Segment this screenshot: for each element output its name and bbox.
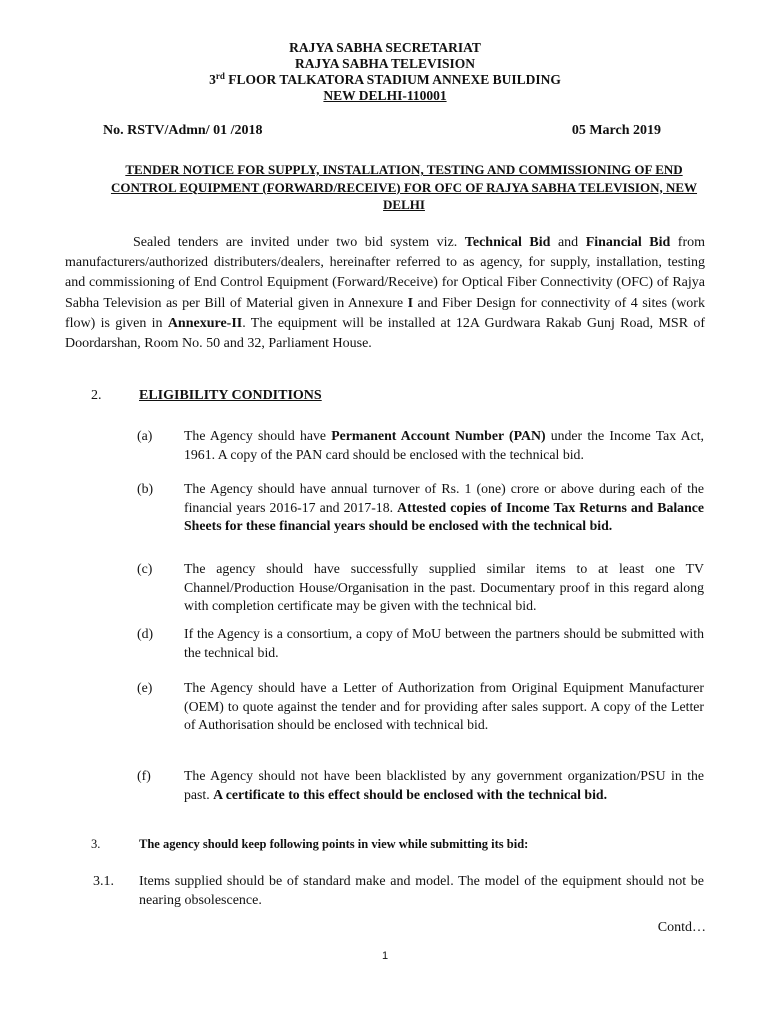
intro-bold-financial-bid: Financial Bid <box>585 235 671 250</box>
eligibility-item-e <box>137 679 704 735</box>
reference-line <box>103 123 661 139</box>
item-label: (e) <box>137 680 153 695</box>
item-text: under the Income Tax Act, 1961. A copy of the PAN card should be enclosed with the technical bid. <box>184 428 705 462</box>
page-number: 1 <box>381 950 389 962</box>
item-text: The Agency should have <box>184 428 332 443</box>
header-city: NEW DELHI-110001 <box>323 88 447 103</box>
header-address <box>0 72 770 88</box>
item-text: If the Agency is a consortium, a copy of MoU between the partners should be submitted with the technical bid. <box>184 626 704 660</box>
section-2-title: ELIGIBILITY CONDITIONS <box>139 388 322 403</box>
continued-label: Contd… <box>657 920 706 935</box>
header-building: FLOOR TALKATORA STADIUM ANNEXE BUILDING <box>224 72 561 87</box>
section-3-number: 3. <box>91 837 101 851</box>
intro-paragraph <box>65 233 705 354</box>
intro-bold-annexure-i: I <box>407 295 414 311</box>
item-label: (f) <box>137 768 151 783</box>
point-3-1 <box>93 872 704 910</box>
item-text: The Agency should not have been blacklisted by any government organization/PSU in the past. <box>184 768 704 802</box>
item-bold-text: A certificate to this effect should be enclosed with the technical bid. <box>213 786 608 802</box>
reference-number: No. RSTV/Admn/ 01 /2018 <box>103 123 263 138</box>
item-bold-text: Attested copies of Income Tax Returns and Balance Sheets for these financial years should be enclosed with the technical bid. <box>184 499 704 533</box>
header-television: RAJYA SABHA TELEVISION <box>294 56 476 71</box>
point-3-1-number: 3.1. <box>93 874 114 889</box>
reference-date: 05 March 2019 <box>571 123 661 138</box>
item-text: The agency should have successfully supplied similar items to at least one TV Channel/Production House/Organisation in the past. Documentary proof in this regard along with completion certificate may be given with the technical bid. <box>184 561 704 613</box>
section-3-title: The agency should keep following points in view while submitting its bid: <box>139 837 529 851</box>
item-label: (b) <box>137 481 154 496</box>
item-text: The Agency should have a Letter of Authorization from Original Equipment Manufacturer (OEM) to quote against the tender and for providing after sales support. A copy of the Letter of Authorisation should be enclosed with technical bid. <box>184 680 704 732</box>
intro-text-1: Sealed tenders are invited under two bid system viz. <box>133 235 465 250</box>
header-floor-number: 3 <box>209 72 216 87</box>
section-2-number: 2. <box>91 388 102 403</box>
item-bold-text: Permanent Account Number (PAN) <box>331 428 546 443</box>
intro-bold-annexure-ii: Annexure-II <box>167 315 243 331</box>
eligibility-item-b <box>137 480 704 536</box>
point-3-1-text: Items supplied should be of standard make and model. The model of the equipment should not be nearing obsolescence. <box>139 874 704 908</box>
item-label: (c) <box>137 561 153 576</box>
item-label: (d) <box>137 626 154 641</box>
header-secretariat: RAJYA SABHA SECRETARIAT <box>289 40 481 55</box>
intro-text-5: . The equipment will be installed at 12A Gurdwara Rakab Gunj Road, MSR of Doordarshan, Room No. 50 and 32, Parliament House. <box>65 315 705 352</box>
item-text: The Agency should have annual turnover of Rs. 1 (one) crore or above during each of the financial years 2016-17 and 2017-18. <box>184 481 704 515</box>
tender-title: TENDER NOTICE FOR SUPPLY, INSTALLATION, TESTING AND COMMISSIONING OF END CONTROL EQUIPMENT (FORWARD/RECEIVE) FOR OFC OF RAJYA SABHA TELEVISION, NEW DELHI <box>110 162 698 212</box>
intro-text-2: and <box>550 235 586 250</box>
intro-bold-technical-bid: Technical Bid <box>464 235 551 250</box>
item-label: (a) <box>137 428 153 443</box>
eligibility-item-d <box>137 625 704 662</box>
intro-text-4: and Fiber Design for connectivity of 4 sites (work flow) is given in <box>65 295 705 331</box>
eligibility-item-a <box>137 427 704 464</box>
eligibility-item-c <box>137 560 704 616</box>
eligibility-item-f <box>137 767 704 804</box>
header-floor-suffix: rd <box>215 71 225 81</box>
intro-text-3: from manufacturers/authorized distributers/dealers, hereinafter referred to as agency, for supply, installation, testing and commissioning of End Control Equipment (Forward/Receive) for Optical Fiber Connectivity (OFC) of Rajya Sabha Television as per Bill of Material given in Annexure <box>65 235 706 311</box>
